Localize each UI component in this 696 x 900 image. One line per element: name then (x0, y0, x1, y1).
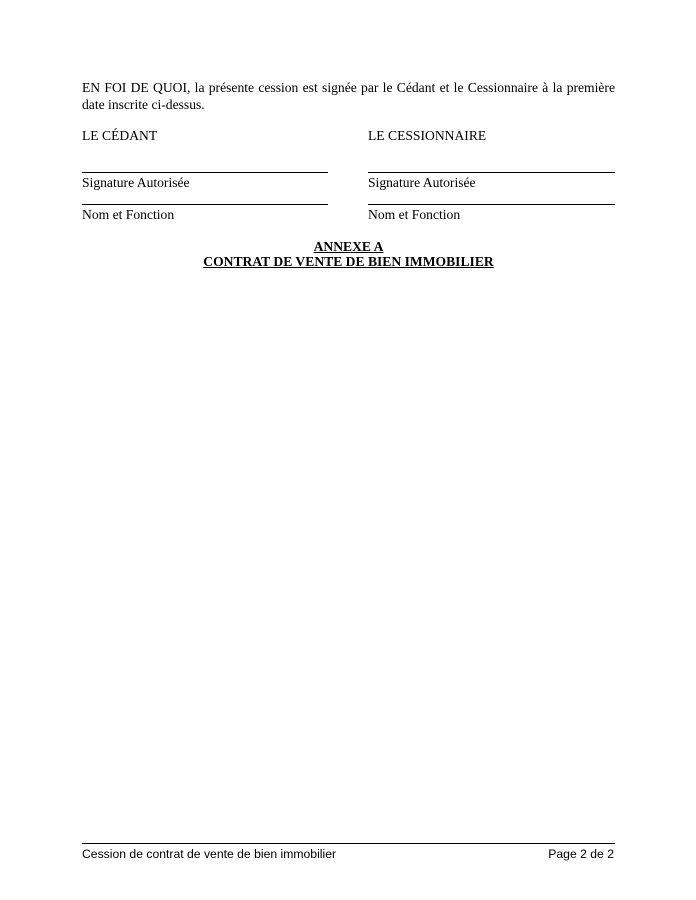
assignor-signature-line[interactable] (82, 172, 328, 173)
footer-divider (82, 843, 615, 844)
annex-title: ANNEXE A (313, 239, 384, 254)
assignee-name-line[interactable] (368, 204, 615, 205)
footer-document-title: Cession de contrat de vente de bien immobilier (82, 847, 337, 861)
closing-paragraph: EN FOI DE QUOI, la présente cession est signée par le Cédant et le Cessionnaire à la première date inscrite ci-dessus. (82, 80, 615, 112)
assignee-signature-line[interactable] (368, 172, 615, 173)
assignor-signature-label: Signature Autorisée (82, 175, 190, 190)
assignee-signature-label: Signature Autorisée (368, 175, 476, 190)
assignee-party-label: LE CESSIONNAIRE (368, 128, 487, 143)
assignor-party-label: LE CÉDANT (82, 128, 158, 143)
annex-subtitle: CONTRAT DE VENTE DE BIEN IMMOBILIER (203, 254, 494, 269)
assignor-name-label: Nom et Fonction (82, 207, 175, 222)
assignor-name-line[interactable] (82, 204, 328, 205)
footer-page-number: Page 2 de 2 (548, 847, 614, 861)
assignee-name-label: Nom et Fonction (368, 207, 461, 222)
